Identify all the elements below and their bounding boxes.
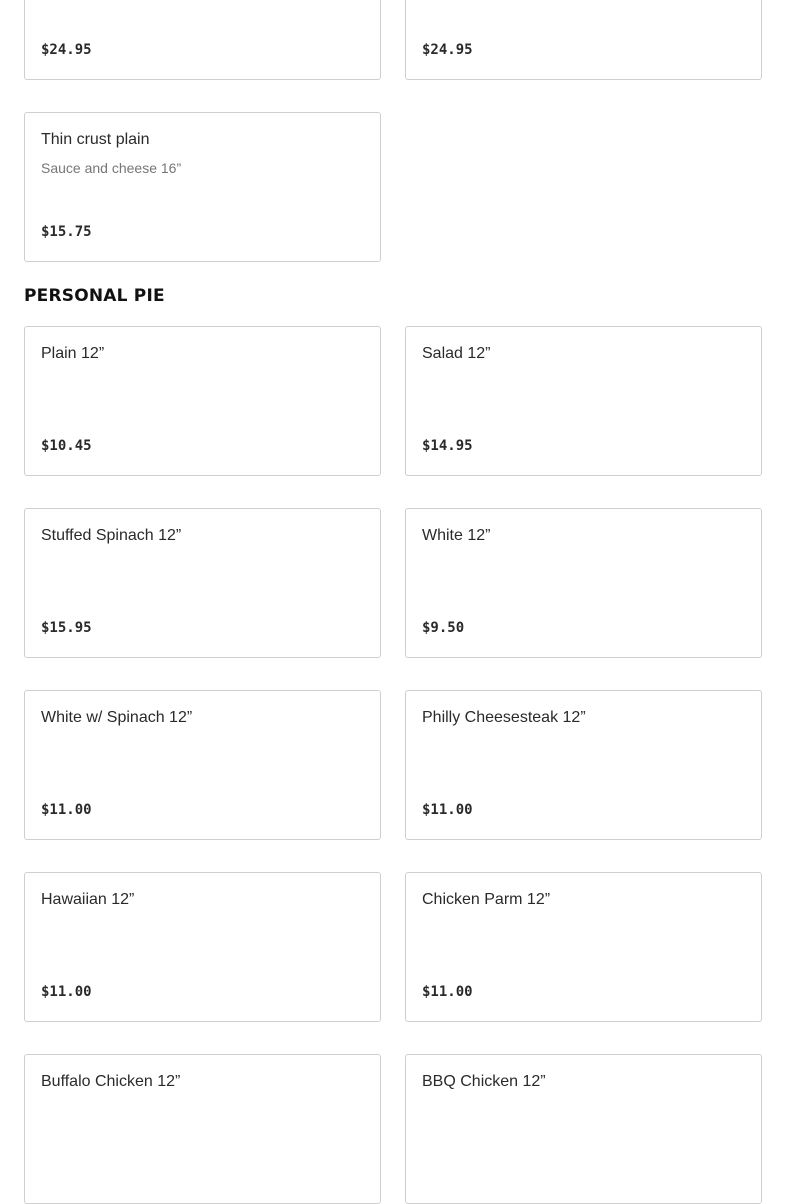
item-price: $24.95 — [41, 42, 92, 58]
menu-item-card[interactable] — [24, 0, 381, 80]
item-price: $14.95 — [422, 438, 473, 454]
item-price: $11.00 — [422, 984, 473, 1000]
item-price: $11.00 — [41, 984, 92, 1000]
item-price: $15.75 — [41, 224, 92, 240]
item-name: White w/ Spinach 12” — [41, 709, 193, 726]
item-name: Chicken Parm 12” — [422, 891, 551, 908]
item-name: Salad 12” — [422, 345, 491, 362]
item-name: Stuffed Spinach 12” — [41, 527, 182, 544]
item-name: Hawaiian 12” — [41, 891, 135, 908]
item-price: $15.95 — [41, 620, 92, 636]
menu-item-card[interactable] — [24, 508, 381, 658]
item-name: Plain 12” — [41, 345, 105, 362]
item-name: White 12” — [422, 527, 491, 544]
menu-item-card[interactable] — [405, 1054, 762, 1204]
item-name: Thin crust plain — [41, 131, 150, 148]
item-price: $24.95 — [422, 42, 473, 58]
item-price: $10.45 — [41, 438, 92, 454]
menu-item-card[interactable] — [24, 872, 381, 1022]
menu-item-card[interactable] — [405, 508, 762, 658]
menu-item-card[interactable] — [24, 326, 381, 476]
item-description: Sauce and cheese 16” — [41, 160, 182, 176]
menu-item-card[interactable] — [24, 112, 381, 262]
menu-item-card[interactable] — [405, 872, 762, 1022]
menu-item-card[interactable] — [405, 690, 762, 840]
menu-item-card[interactable] — [24, 690, 381, 840]
menu-item-card[interactable] — [405, 0, 762, 80]
item-price: $9.50 — [422, 620, 465, 636]
item-name: Philly Cheesesteak 12” — [422, 709, 586, 726]
menu-item-card[interactable] — [405, 326, 762, 476]
menu-item-card[interactable] — [24, 1054, 381, 1204]
item-name: Buffalo Chicken 12” — [41, 1073, 181, 1090]
section-heading-personal-pie: PERSONAL PIE — [24, 286, 165, 306]
item-price: $11.00 — [422, 802, 473, 818]
item-name: BBQ Chicken 12” — [422, 1073, 546, 1090]
item-price: $11.00 — [41, 802, 92, 818]
